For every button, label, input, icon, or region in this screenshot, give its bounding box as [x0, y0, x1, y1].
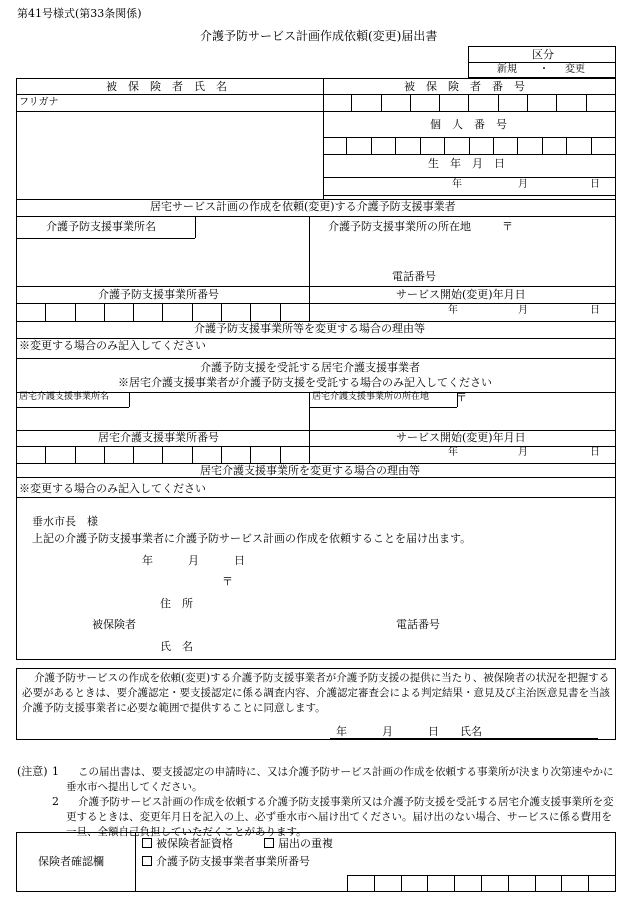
care-office-address-label: 居宅介護支援事業所の所在地 [312, 392, 430, 402]
prevention-postal-mark: 〒 [502, 220, 513, 233]
category-box [468, 46, 616, 78]
insured-number-label: 被 保 険 者 番 号 [404, 80, 525, 93]
prevention-phone-label: 電話番号 [392, 270, 436, 283]
birth-month: 月 [518, 179, 528, 190]
insurer-check-label: 保険者確認欄 [38, 855, 104, 868]
birth-year: 年 [452, 179, 462, 190]
declaration-postal-mark: 〒 [222, 575, 233, 588]
care-start-day: 日 [590, 447, 600, 458]
declaration-addressee: 垂水市長 様 [32, 515, 98, 528]
notes-prefix: (注意) [17, 765, 48, 778]
insurer-check-item2-label: 届出の重複 [278, 837, 333, 850]
prevention-change-note: ※変更する場合のみ記入してください [19, 339, 206, 352]
category-change[interactable]: 変更 [565, 64, 585, 75]
personal-number-cells[interactable] [323, 137, 615, 154]
birth-day: 日 [590, 179, 600, 190]
declaration-area [16, 498, 616, 660]
declaration-day: 日 [234, 554, 245, 567]
personal-number-label: 個 人 番 号 [430, 118, 507, 131]
form-title: 介護予防サービス計画作成依頼(変更)届出書 [200, 29, 438, 43]
prevention-change-reason-label: 介護予防支援事業所等を変更する場合の理由等 [194, 322, 425, 335]
declaration-phone-label: 電話番号 [396, 618, 440, 631]
consent-text: 介護予防サービスの作成を依頼(変更)する介護予防支援事業者が介護予防支援の提供に当たり、被保険者の状況を把握する必要があるときは、要介護認定・要支援認定に係る調査内容、介護認定審査会による判定結果・意見及び主治医意見書を当該介護予防支援事業者に必要な範囲で提供することに同意します。 [22, 672, 610, 714]
prevention-office-number-label: 介護予防支援事業所番号 [98, 288, 219, 301]
care-change-reason-label: 居宅介護支援事業所を変更する場合の理由等 [200, 464, 420, 477]
insured-number-cells[interactable] [323, 94, 615, 111]
declaration-insured-label: 被保険者 [92, 618, 136, 631]
checkbox-icon[interactable] [264, 838, 274, 848]
insurer-check-item1-label: 被保険者証資格 [156, 837, 233, 850]
note-1-text: この届出書は、要支援認定の申請時に、又は介護予防サービス計画の作成を依頼する事業所が決まり次第速やかに垂水市へ提出してください。 [66, 766, 614, 793]
insurer-office-number-cells[interactable] [347, 875, 615, 892]
insurer-check-item3[interactable] [142, 856, 310, 867]
note-2-number: 2 [52, 795, 59, 808]
category-dot: ・ [539, 64, 549, 75]
declaration-name-label: 氏 名 [160, 640, 193, 653]
insured-name-label: 被 保 険 者 氏 名 [106, 80, 227, 93]
declaration-statement: 上記の介護予防支援事業者に介護予防サービス計画の作成を依頼することを届け出ます。 [32, 532, 472, 545]
prevention-section-title: 居宅サービス計画の作成を依頼(変更)する介護予防支援事業者 [150, 200, 456, 213]
care-office-name-label: 居宅介護支援事業所名 [19, 392, 110, 402]
declaration-address-label: 住 所 [160, 597, 193, 610]
declaration-year: 年 [142, 554, 153, 567]
insurer-check-item2[interactable] [264, 838, 333, 849]
consent-name-label: 氏名 [460, 725, 482, 738]
consent-year: 年 [336, 725, 347, 738]
insurer-check-item1[interactable] [142, 838, 233, 849]
category-label: 区分 [532, 48, 554, 61]
insurer-check-item3-label: 介護予防支援事業者事業所番号 [156, 855, 310, 868]
prevention-start-month: 月 [518, 305, 528, 316]
prevention-start-year: 年 [448, 305, 458, 316]
consent-month: 月 [382, 725, 393, 738]
furigana-label: フリガナ [19, 97, 59, 108]
consent-day: 日 [428, 725, 439, 738]
prevention-office-name-label: 介護予防支援事業所名 [46, 220, 156, 233]
prevention-office-address-label: 介護予防支援事業所の所在地 [328, 220, 471, 233]
care-office-number-label: 居宅介護支援事業所番号 [98, 431, 219, 444]
prevention-start-day: 日 [590, 305, 600, 316]
checkbox-icon[interactable] [142, 856, 152, 866]
checkbox-icon[interactable] [142, 838, 152, 848]
consent-signature-line [330, 738, 598, 739]
prevention-service-start-label: サービス開始(変更)年月日 [396, 288, 526, 301]
birthdate-label: 生 年 月 日 [428, 157, 505, 170]
care-change-note: ※変更する場合のみ記入してください [19, 482, 206, 495]
note-1-number: 1 [52, 765, 59, 778]
form-number: 第41号様式(第33条関係) [17, 7, 142, 20]
care-service-start-label: サービス開始(変更)年月日 [396, 431, 526, 444]
care-office-number-cells[interactable] [17, 446, 309, 463]
category-new[interactable]: 新規 [497, 64, 517, 75]
prevention-office-number-cells[interactable] [17, 303, 309, 321]
care-section-title-2: ※居宅介護支援事業者が介護予防支援を受託する場合のみ記入してください [118, 376, 492, 389]
care-start-year: 年 [448, 447, 458, 458]
declaration-month: 月 [188, 554, 199, 567]
note-2-text: 介護予防サービス計画の作成を依頼する介護予防支援事業所又は介護予防支援を受託する居宅介護支援事業所を変更するときは、変更年月日を記入の上、必ず垂水市へ届け出てください。届け出のない場合、サービスに係る費用を一旦、全額自己負担していただくことがあります。 [66, 796, 614, 838]
care-postal-mark: 〒 [456, 391, 467, 404]
care-start-month: 月 [518, 447, 528, 458]
care-section-title-1: 介護予防支援を受託する居宅介護支援事業者 [200, 361, 420, 374]
main-table [16, 78, 616, 478]
